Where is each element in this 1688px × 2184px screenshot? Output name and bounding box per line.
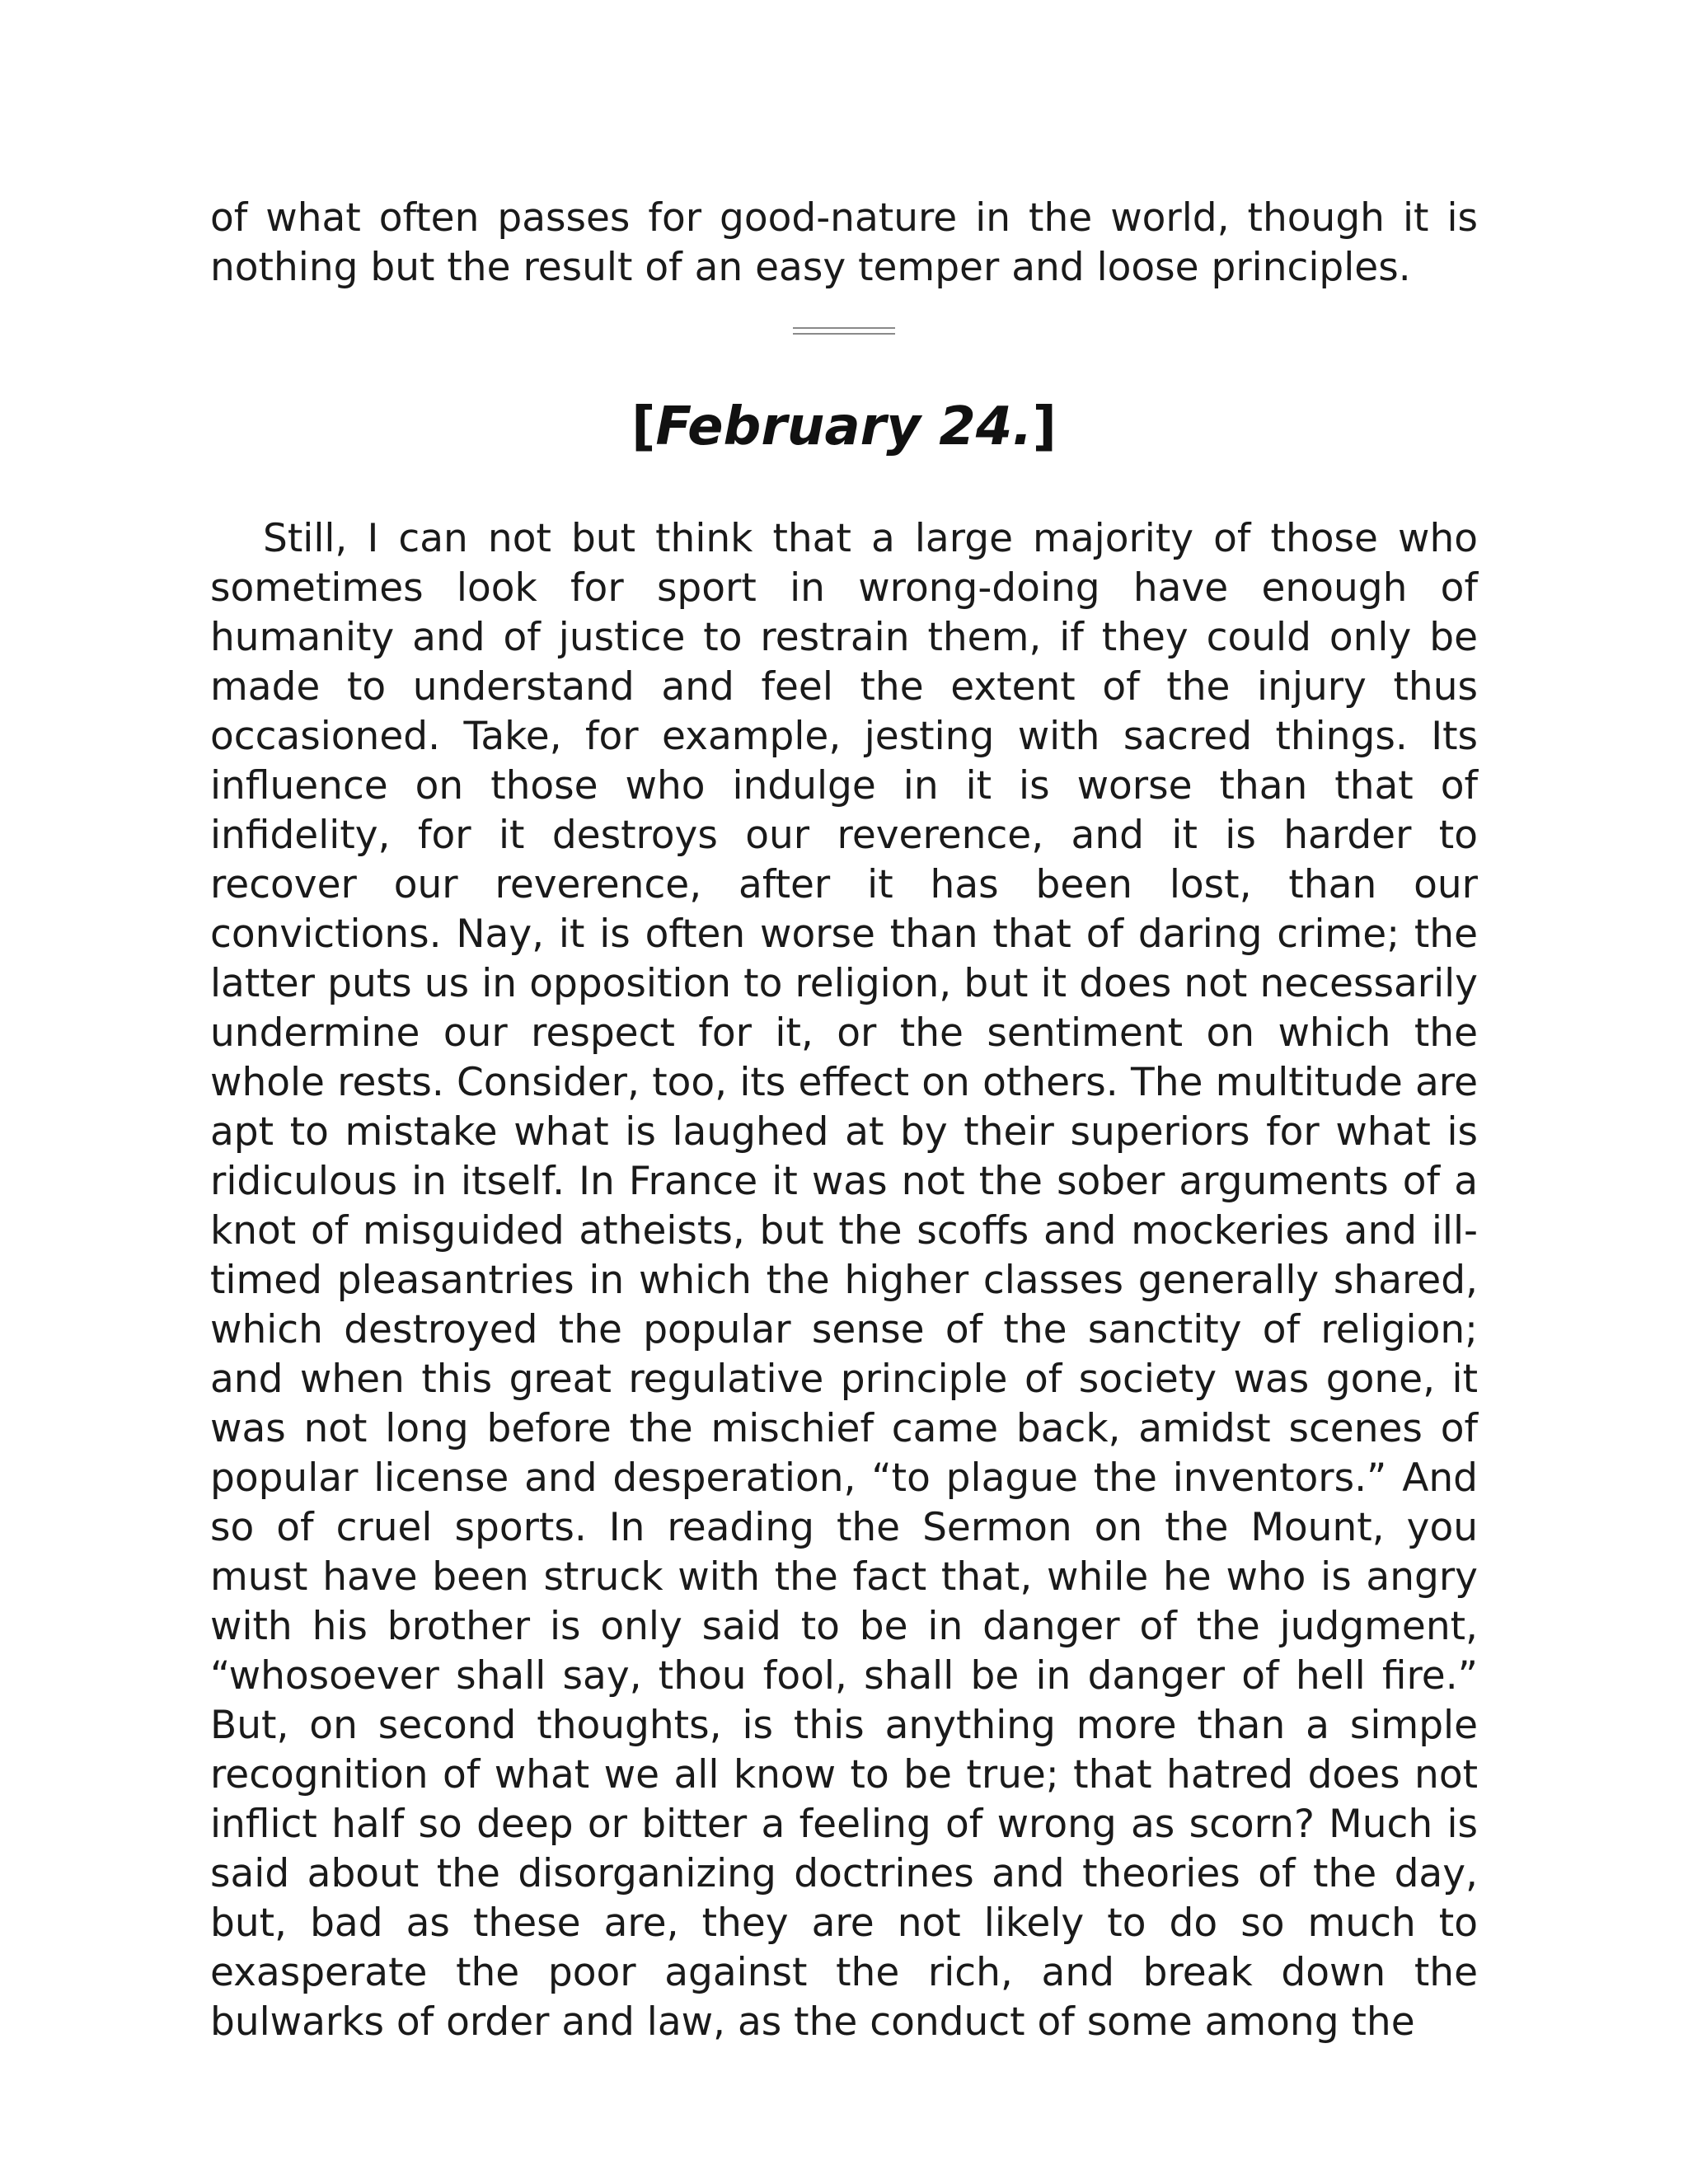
heading-date: February 24. <box>655 396 1033 457</box>
top-paragraph: of what often passes for good-nature in the world, though it is nothing but the result of an easy temper and loose principles. <box>210 195 1478 290</box>
section-heading <box>210 394 1478 460</box>
page-content <box>210 194 1478 2047</box>
heading-open-bracket: [ <box>631 396 656 457</box>
body-paragraph: Still, I can not but think that a large majority of those who sometimes look for sport in wrong-doing have enough of humanity and of justice to restrain them, if they could only be made to understand and feel the extent of the injury thus occasioned. Take, for example, jesting with sacred things. Its influence on those who indulge in it is worse than that of infidelity, for it destroys our reverence, and it is harder to recover our reverence, after it has been lost, than our convictions. Nay, it is often worse than that of daring crime; the latter puts us in opposition to religion, but it does not necessarily undermine our respect for it, or the sentiment on which the whole rests. Consider, too, its effect on others. The multitude are apt to mistake what is laughed at by their superiors for what is ridiculous in itself. In France it was not the sober arguments of a knot of misguided atheists, but the scoffs and mockeries and ill-timed pleasantries in which the higher classes generally shared, which destroyed the popular sense of the sanctity of religion; and when this great regulative principle of society was gone, it was not long before the mischief came back, amidst scenes of popular license and desperation, “to plague the inventors.” And so of cruel sports. In reading the Sermon on the Mount, you must have been struck with the fact that, while he who is angry with his brother is only said to be in danger of the judgment, “whosoever shall say, thou fool, shall be in danger of hell fire.” But, on second thoughts, is this anything more than a simple recognition of what we all know to be true; that hatred does not inflict half so deep or bitter a feeling of wrong as scorn? Much is said about the disorganizing doctrines and theories of the day, but, bad as these are, they are not likely to do so much to exasperate the poor against the rich, and break down the bulwarks of order and law, as the conduct of some among the <box>210 516 1478 2045</box>
heading-close-bracket: ] <box>1032 396 1057 457</box>
section-divider <box>793 327 895 335</box>
